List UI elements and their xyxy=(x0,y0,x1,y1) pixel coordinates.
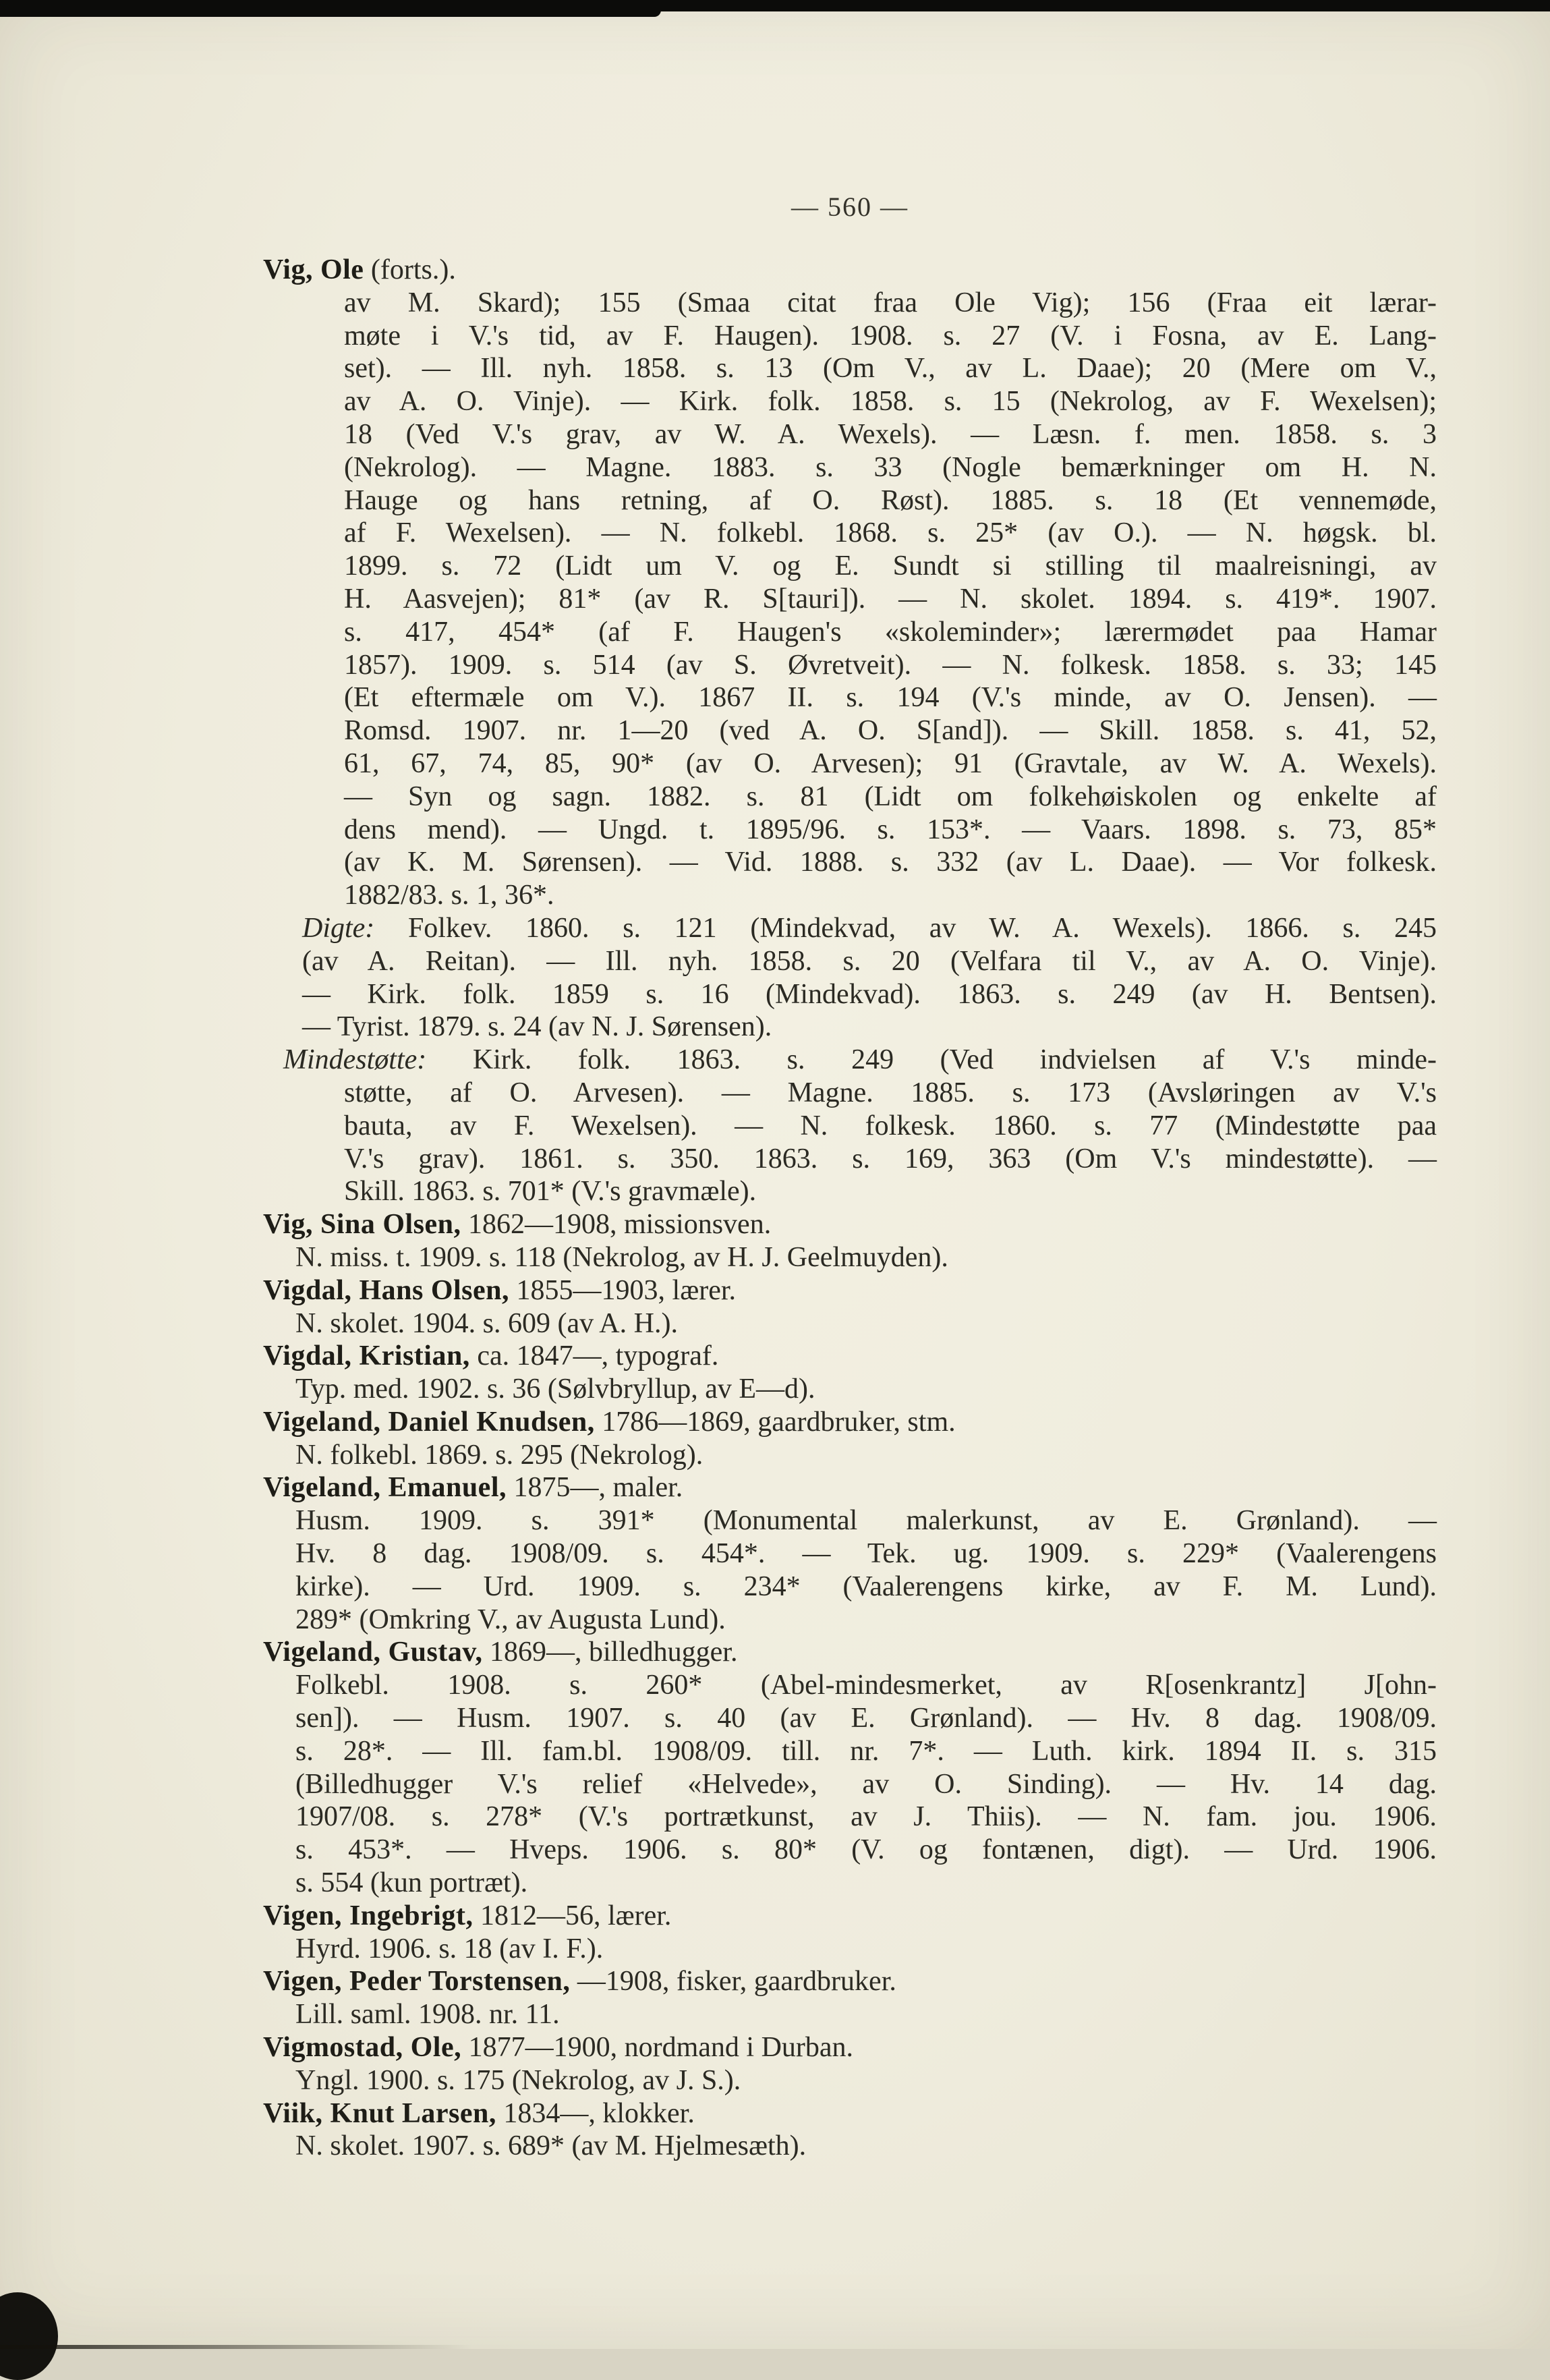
entry-name: Vig, Sina Olsen, xyxy=(263,1209,461,1241)
text-line xyxy=(263,1768,1437,1801)
line-text: 1877—1900, nordmand i Durban. xyxy=(461,2032,854,2064)
text-line xyxy=(263,616,1437,649)
line-text: 18 (Ved V.'s grav, av W. A. Wexels). — Læsn. f. men. 1858. s. 3 xyxy=(344,418,1437,450)
line-text: 61, 67, 74, 85, 90* (av O. Arvesen); 91 (Gravtale, av W. A. Wexels). xyxy=(344,747,1437,779)
entry-name: Vig, Ole xyxy=(263,254,364,285)
line-text: (av K. M. Sørensen). — Vid. 1888. s. 332 (av L. Daae). — Vor folkesk. xyxy=(344,847,1437,878)
line-text: 1899. s. 72 (Lidt um V. og E. Sundt si stilling til maalreisningi, av xyxy=(344,550,1437,582)
text-line xyxy=(263,1307,1437,1340)
text-line xyxy=(263,1933,1437,1966)
text-line xyxy=(263,1044,1437,1077)
text-line xyxy=(263,287,1437,320)
line-text: af F. Wexelsen). — N. folkebl. 1868. s. 25* (av O.). — N. høgsk. bl. xyxy=(344,517,1437,549)
entry-name: Vigeland, Daniel Knudsen, xyxy=(263,1406,595,1438)
text-line xyxy=(263,1406,1437,1439)
text-line xyxy=(263,550,1437,583)
line-text: Skill. 1863. s. 701* (V.'s gravmæle). xyxy=(344,1176,757,1208)
line-text: 1907/08. s. 278* (V.'s portrætkunst, av J. Thiis). — N. fam. jou. 1906. xyxy=(295,1801,1437,1833)
text-line xyxy=(263,814,1437,847)
line-text: Typ. med. 1902. s. 36 (Sølvbryllup, av E—d). xyxy=(295,1373,815,1405)
line-text: Hv. 8 dag. 1908/09. s. 454*. — Tek. ug. 1909. s. 229* (Vaalerengens xyxy=(295,1538,1437,1570)
line-text: N. miss. t. 1909. s. 118 (Nekrolog, av H. J. Geelmuyden). xyxy=(295,1241,948,1273)
text-line xyxy=(263,1801,1437,1834)
text-line xyxy=(263,1965,1437,1998)
line-text: s. 417, 454* (af F. Haugen's «skoleminder»; lærermødet paa Hamar xyxy=(344,616,1437,648)
entry-name: Vigeland, Emanuel, xyxy=(263,1472,507,1504)
line-text: 1812—56, lærer. xyxy=(473,1900,672,1931)
line-text: Romsd. 1907. nr. 1—20 (ved A. O. S[and]). — Skill. 1858. s. 41, 52, xyxy=(344,715,1437,747)
line-text: Husm. 1909. s. 391* (Monumental malerkunst, av E. Grønland). — xyxy=(295,1505,1437,1537)
text-line xyxy=(263,681,1437,714)
scan-artifact-bottom-left xyxy=(0,2292,58,2380)
line-text: støtte, af O. Arvesen). — Magne. 1885. s. 173 (Avsløringen av V.'s xyxy=(344,1077,1437,1108)
line-text: Hauge og hans retning, af O. Røst). 1885. s. 18 (Et vennemøde, xyxy=(344,484,1437,516)
text-line xyxy=(263,1998,1437,2031)
line-text: kirke). — Urd. 1909. s. 234* (Vaalerengens kirke, av F. M. Lund). xyxy=(295,1570,1437,1602)
line-text: ca. 1847—, typograf. xyxy=(469,1340,719,1372)
text-line xyxy=(263,2130,1437,2163)
text-line xyxy=(263,714,1437,747)
line-text: av M. Skard); 155 (Smaa citat fraa Ole Vig); 156 (Fraa eit lærar- xyxy=(344,287,1437,318)
line-text: (Nekrolog). — Magne. 1883. s. 33 (Nogle bemærkninger om H. N. xyxy=(344,451,1437,483)
entry-name: Vigeland, Gustav, xyxy=(263,1637,483,1668)
line-text: 1862—1908, missionsven. xyxy=(461,1209,772,1241)
text-line xyxy=(263,945,1437,978)
line-text: s. 554 (kun portræt). xyxy=(295,1867,528,1899)
text-line xyxy=(263,1471,1437,1504)
line-text: sen]). — Husm. 1907. s. 40 (av E. Grønland). — Hv. 8 dag. 1908/09. xyxy=(295,1703,1437,1734)
line-text: (forts.). xyxy=(364,254,456,285)
text-block xyxy=(263,254,1437,2163)
text-line xyxy=(263,846,1437,879)
line-text: Lill. saml. 1908. nr. 11. xyxy=(295,1999,560,2031)
line-text: 1857). 1909. s. 514 (av S. Øvretveit). — N. folkesk. 1858. s. 33; 145 xyxy=(344,649,1437,681)
text-line xyxy=(263,254,1437,287)
line-text: s. 453*. — Hveps. 1906. s. 80* (V. og fontænen, digt). — Urd. 1906. xyxy=(295,1834,1437,1866)
line-text: H. Aasvejen); 81* (av R. S[tauri]). — N. skolet. 1894. s. 419*. 1907. xyxy=(344,583,1437,615)
entry-name: Viik, Knut Larsen, xyxy=(263,2097,496,2129)
line-text: av A. O. Vinje). — Kirk. folk. 1858. s. 15 (Nekrolog, av F. Wexelsen); xyxy=(344,386,1437,418)
line-text: — Tyrist. 1879. s. 24 (av N. J. Sørensen). xyxy=(302,1011,772,1043)
scan-edge-bottom xyxy=(0,2345,472,2349)
text-line xyxy=(263,1636,1437,1669)
text-line xyxy=(263,1241,1437,1274)
line-text: dens mend). — Ungd. t. 1895/96. s. 153*. — Vaars. 1898. s. 73, 85* xyxy=(344,814,1437,845)
text-line xyxy=(263,1900,1437,1933)
line-text: 1875—, maler. xyxy=(507,1472,683,1504)
text-line xyxy=(263,1439,1437,1472)
text-line xyxy=(263,1570,1437,1604)
text-line xyxy=(263,1175,1437,1208)
text-line xyxy=(263,1274,1437,1307)
text-line xyxy=(263,1110,1437,1143)
text-line xyxy=(263,781,1437,814)
scan-edge-top-left xyxy=(0,0,661,17)
text-line xyxy=(263,978,1437,1011)
line-text: 289* (Omkring V., av Augusta Lund). xyxy=(295,1604,726,1635)
line-text: s. 28*. — Ill. fam.bl. 1908/09. till. nr. 7*. — Luth. kirk. 1894 II. s. 315 xyxy=(295,1735,1437,1767)
text-line xyxy=(263,451,1437,484)
text-line xyxy=(263,2031,1437,2064)
text-line xyxy=(263,2064,1437,2097)
text-line xyxy=(263,517,1437,550)
text-line xyxy=(263,385,1437,418)
line-text: 1786—1869, gaardbruker, stm. xyxy=(594,1406,956,1438)
text-line xyxy=(263,1373,1437,1406)
line-text: N. skolet. 1904. s. 609 (av A. H.). xyxy=(295,1307,678,1339)
text-line xyxy=(263,1834,1437,1867)
line-text: V.'s grav). 1861. s. 350. 1863. s. 169, 363 (Om V.'s mindestøtte). — xyxy=(344,1143,1437,1174)
line-text: (Billedhugger V.'s relief «Helvede», av O. Sinding). — Hv. 14 dag. xyxy=(295,1768,1437,1800)
text-line xyxy=(263,320,1437,353)
entry-name: Vigdal, Kristian, xyxy=(263,1340,470,1372)
entry-name: Vigdal, Hans Olsen, xyxy=(263,1274,510,1306)
line-text: Kirk. folk. 1863. s. 249 (Ved indvielsen af V.'s minde- xyxy=(426,1044,1437,1076)
text-line xyxy=(263,418,1437,451)
text-line xyxy=(263,747,1437,781)
line-text: set). — Ill. nyh. 1858. s. 13 (Om V., av L. Daae); 20 (Mere om V., xyxy=(344,353,1437,385)
text-line xyxy=(263,1604,1437,1637)
line-text: bauta, av F. Wexelsen). — N. folkesk. 1860. s. 77 (Mindestøtte paa xyxy=(344,1110,1437,1141)
text-line xyxy=(263,1867,1437,1900)
text-line xyxy=(263,649,1437,682)
line-text: 1882/83. s. 1, 36*. xyxy=(344,880,554,911)
text-line xyxy=(263,1340,1437,1373)
line-text: —1908, fisker, gaardbruker. xyxy=(570,1966,896,1998)
text-line xyxy=(263,1504,1437,1537)
text-line xyxy=(263,1208,1437,1241)
text-line xyxy=(263,1143,1437,1176)
text-line xyxy=(263,1077,1437,1110)
text-line xyxy=(263,484,1437,517)
text-line xyxy=(263,352,1437,385)
entry-name: Vigen, Ingebrigt, xyxy=(263,1900,473,1931)
line-text: 1855—1903, lærer. xyxy=(509,1274,737,1306)
line-text: (Et eftermæle om V.). 1867 II. s. 194 (V.'s minde, av O. Jensen). — xyxy=(344,682,1437,714)
text-line xyxy=(263,2097,1437,2130)
line-text: N. folkebl. 1869. s. 295 (Nekrolog). xyxy=(295,1439,704,1471)
line-text: — Syn og sagn. 1882. s. 81 (Lidt om folkehøiskolen og enkelte af xyxy=(344,781,1437,812)
section-label: Mindestøtte: xyxy=(283,1044,427,1076)
line-text: — Kirk. folk. 1859 s. 16 (Mindekvad). 1863. s. 249 (av H. Bentsen). xyxy=(302,978,1437,1010)
line-text: 1869—, billedhugger. xyxy=(482,1637,738,1668)
line-text: Yngl. 1900. s. 175 (Nekrolog, av J. S.). xyxy=(295,2064,741,2096)
text-line xyxy=(263,1011,1437,1044)
line-text: Folkev. 1860. s. 121 (Mindekvad, av W. A. Wexels). 1866. s. 245 xyxy=(374,912,1437,944)
line-text: 1834—, klokker. xyxy=(496,2097,695,2129)
page-number: — 560 — xyxy=(791,192,909,222)
section-label: Digte: xyxy=(302,912,375,944)
text-line xyxy=(263,1669,1437,1702)
entry-name: Vigmostad, Ole, xyxy=(263,2032,462,2064)
text-line xyxy=(263,1702,1437,1735)
line-text: Hyrd. 1906. s. 18 (av I. F.). xyxy=(295,1933,604,1964)
text-line xyxy=(263,1735,1437,1768)
text-line xyxy=(263,1537,1437,1570)
line-text: N. skolet. 1907. s. 689* (av M. Hjelmesæth). xyxy=(295,2130,807,2162)
line-text: Folkebl. 1908. s. 260* (Abel-mindesmerket, av R[osenkrantz] J[ohn- xyxy=(295,1670,1437,1701)
text-line xyxy=(263,879,1437,912)
line-text: (av A. Reitan). — Ill. nyh. 1858. s. 20 (Velfara til V., av A. O. Vinje). xyxy=(302,945,1437,977)
text-line xyxy=(263,583,1437,616)
text-line xyxy=(263,912,1437,945)
line-text: møte i V.'s tid, av F. Haugen). 1908. s. 27 (V. i Fosna, av E. Lang- xyxy=(344,320,1437,351)
entry-name: Vigen, Peder Torstensen, xyxy=(263,1966,571,1998)
